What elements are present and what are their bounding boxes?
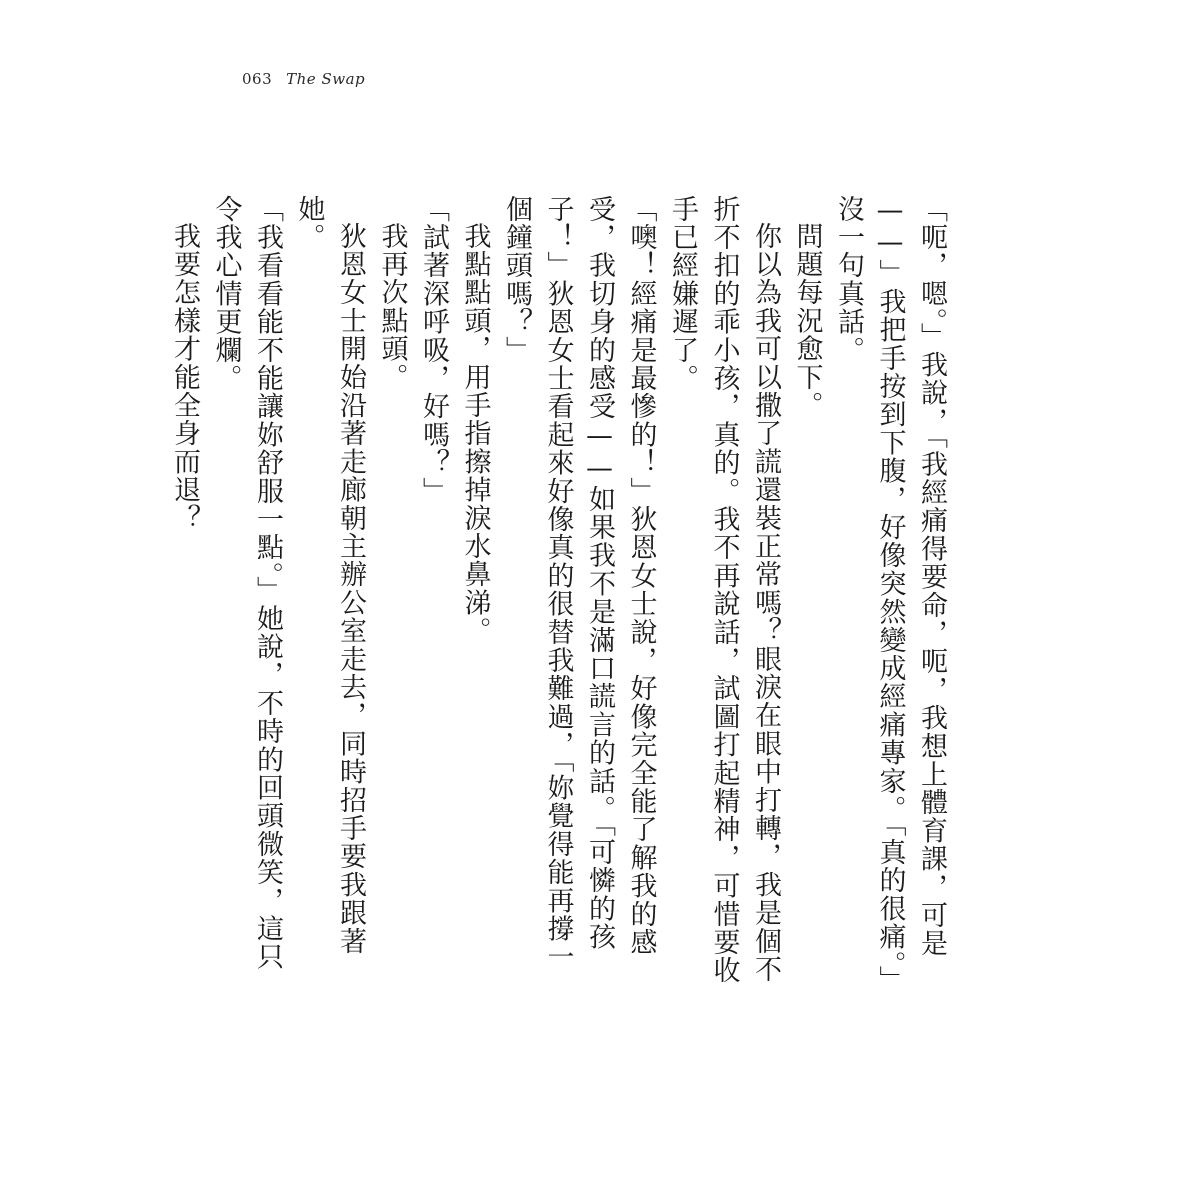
paragraph-8: 狄恩女士開始沿著走廊朝主辦公室走去，同時招手要我跟著她。 (293, 195, 366, 956)
paragraph-5: 我點點頭，用手指擦掉淚水鼻涕。 (459, 222, 491, 645)
paragraph-2: 問題每況愈下。 (791, 222, 823, 420)
paragraph-7: 我再次點頭。 (376, 222, 408, 392)
running-header (242, 70, 365, 88)
page-number: 063 (242, 70, 273, 88)
paragraph-6: 「試著深呼吸，好嗎？」 (418, 195, 449, 506)
paragraph-10: 我要怎樣才能全身而退？ (169, 222, 200, 533)
paragraph-1: 「呃，嗯。」我說，「我經痛得要命，呃，我想上體育課，可是——」我把手按到下腹，好像突然變成經痛專家。「真的很痛。」沒一句真話。 (833, 195, 947, 994)
paragraph-3: 你以為我可以撒了謊還裝正常嗎？眼淚在眼中打轉，我是個不折不扣的乖小孩，真的。我不再說話，試圖打起精神，可惜要收手已經嫌遲了。 (667, 195, 781, 985)
vertical-body-text (164, 195, 953, 995)
paragraph-9: 「我看看能不能讓妳舒服一點。」她說，不時的回頭微笑，這只令我心情更爛。 (210, 195, 283, 972)
book-title: The Swap (286, 70, 366, 88)
paragraph-4: 「噢！經痛是最慘的！」狄恩女士說，好像完全能了解我的感受，我切身的感受——如果我不是滿口謊言的話。「可憐的孩子！」狄恩女士看起來好像真的很替我難過，「妳覺得能再撐一個鐘頭嗎？」 (501, 195, 657, 972)
